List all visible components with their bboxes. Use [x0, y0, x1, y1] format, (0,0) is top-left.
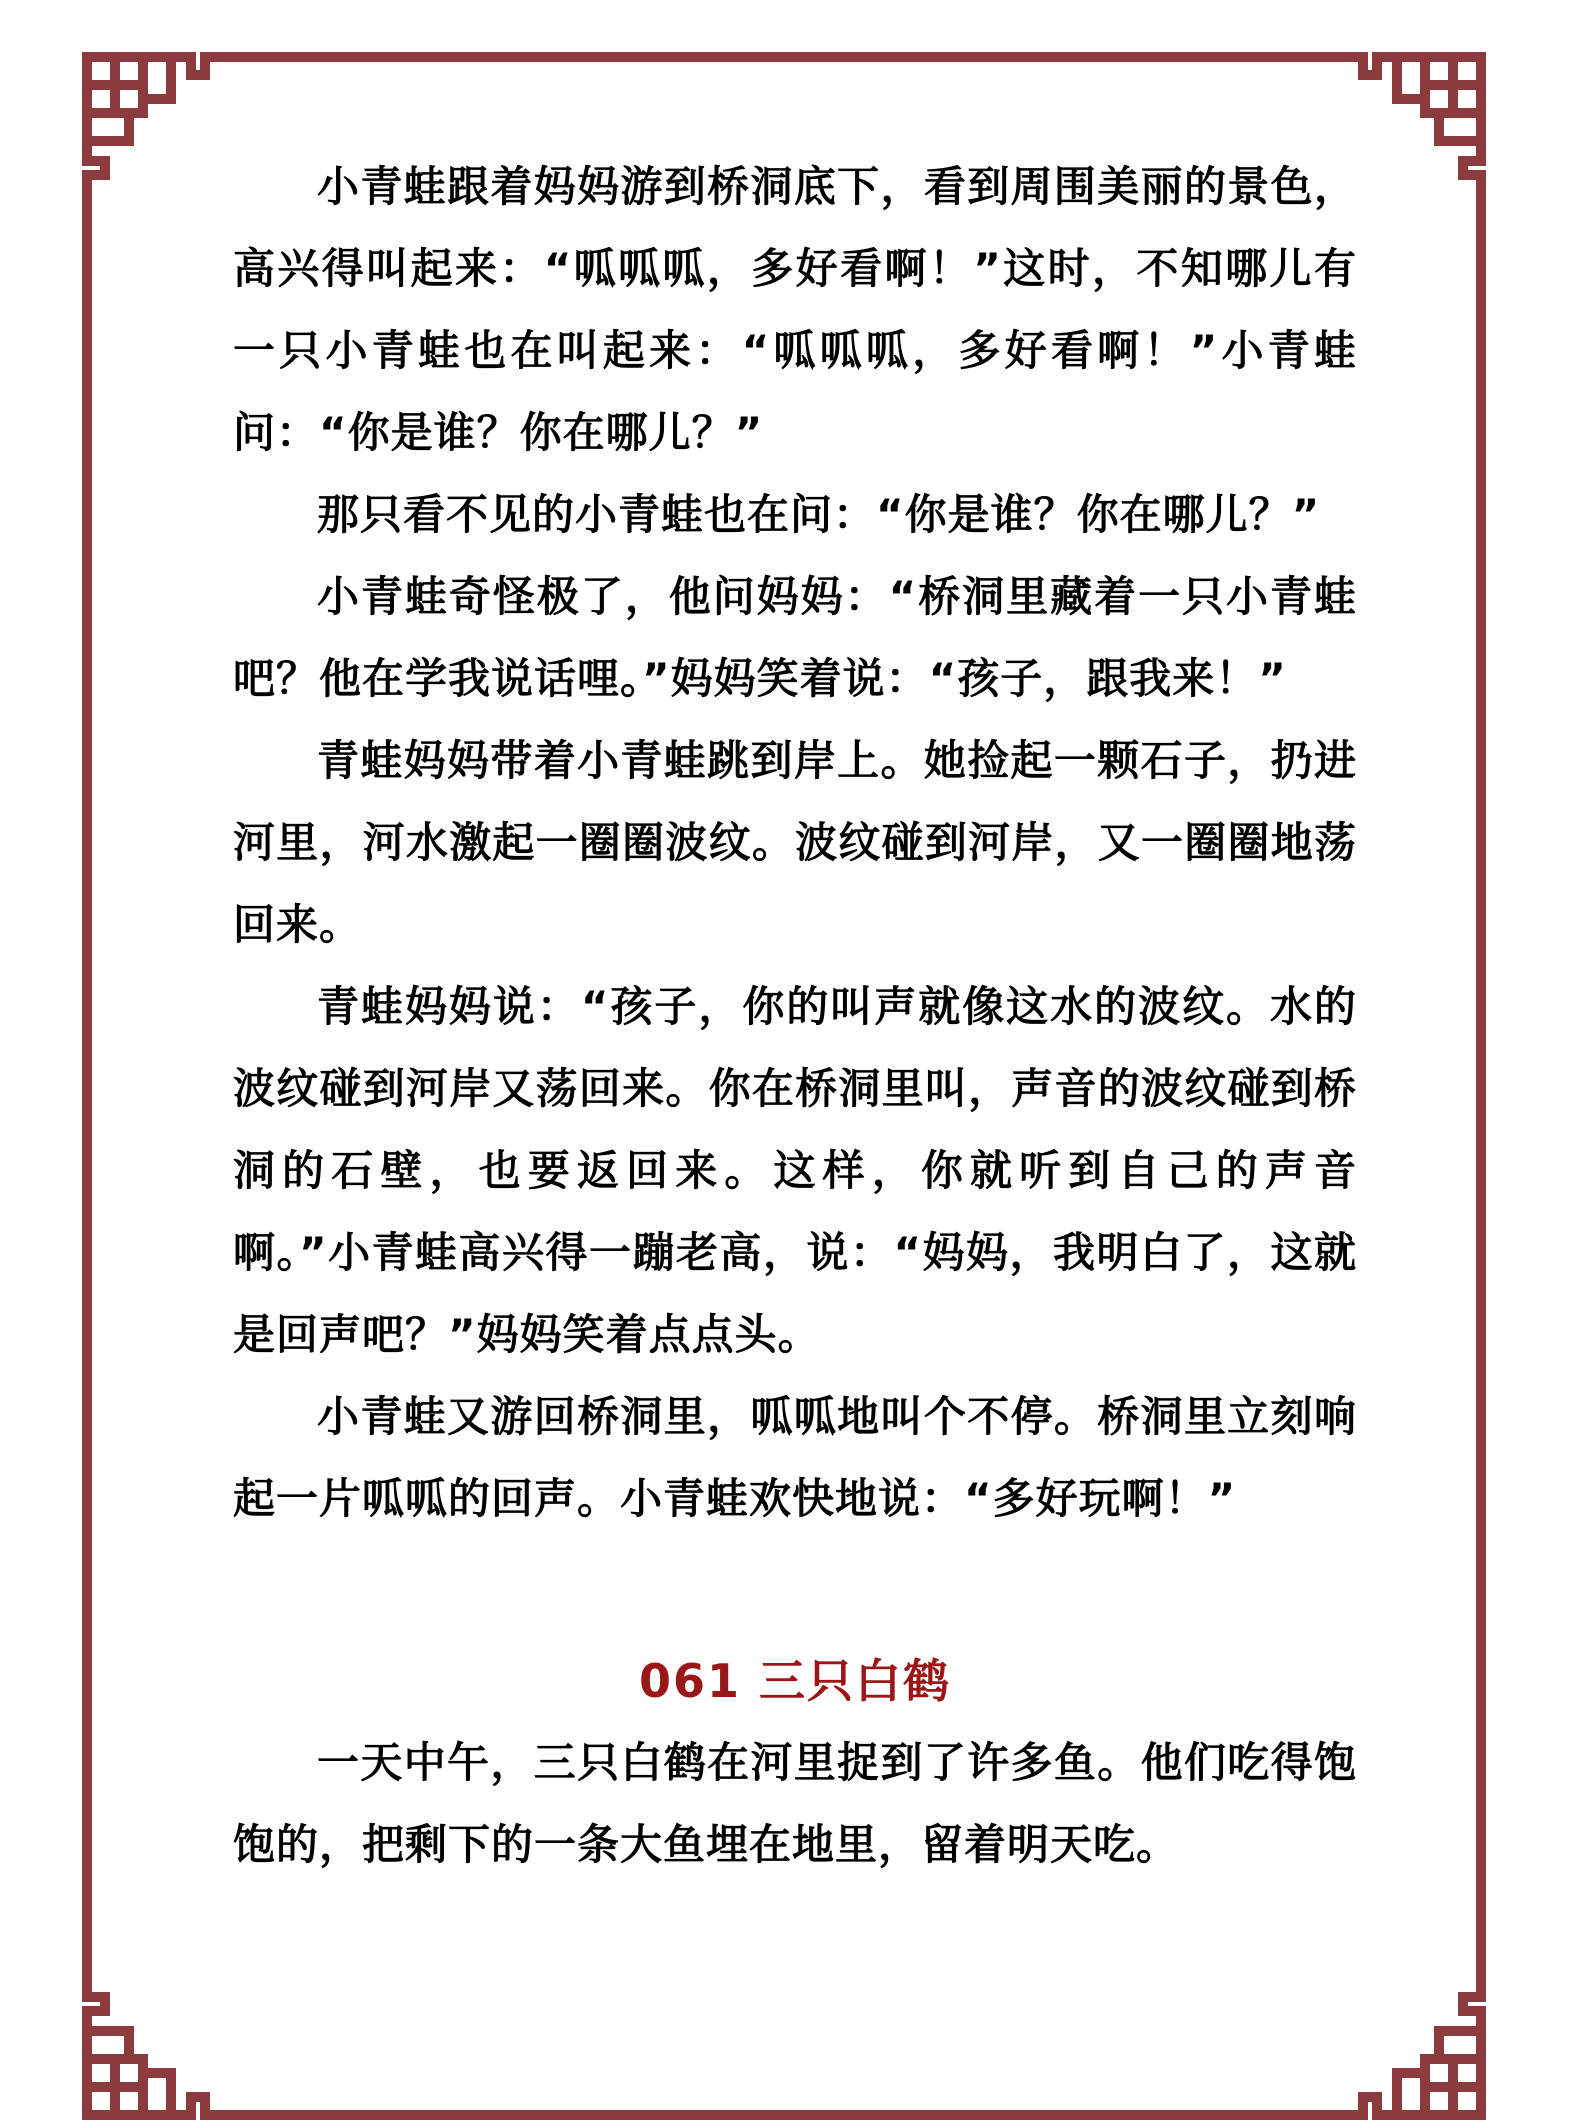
story-paragraph: 青蛙妈妈带着小青蛙跳到岸上。她捡起一颗石子，扔进河里，河水激起一圈圈波纹。波纹碰到河岸，又一圈圈地荡回来。 — [233, 736, 1357, 949]
corner-ornament-top-left — [87, 57, 232, 202]
corner-ornament-bottom-right — [1336, 1970, 1481, 2115]
story-paragraph: 小青蛙跟着妈妈游到桥洞底下，看到周围美丽的景色，高兴得叫起来：“呱呱呱，多好看啊！”这时，不知哪儿有一只小青蛙也在叫起来：“呱呱呱，多好看啊！”小青蛙问：“你是谁？你在哪儿？” — [233, 162, 1357, 457]
story-paragraph: 青蛙妈妈说：“孩子，你的叫声就像这水的波纹。水的波纹碰到河岸又荡回来。你在桥洞里叫，声音的波纹碰到桥洞的石壁，也要返回来。这样，你就听到自己的声音啊。”小青蛙高兴得一蹦老高，说：“妈妈，我明白了，这就是回声吧？”妈妈笑着点点头。 — [233, 982, 1357, 1359]
story-paragraph: 一天中午，三只白鹤在河里捉到了许多鱼。他们吃得饱饱的，把剩下的一条大鱼埋在地里，留着明天吃。 — [233, 1738, 1357, 1869]
story-title-heading: 061 三只白鹤 — [638, 1654, 952, 1708]
corner-ornament-bottom-left — [87, 1970, 232, 2115]
story-paragraph: 小青蛙奇怪极了，他问妈妈：“桥洞里藏着一只小青蛙吧？他在学我说话哩。”妈妈笑着说：“孩子，跟我来！” — [233, 572, 1357, 703]
story-paragraph: 小青蛙又游回桥洞里，呱呱地叫个不停。桥洞里立刻响起一片呱呱的回声。小青蛙欢快地说：“多好玩啊！” — [233, 1392, 1357, 1523]
page-content — [233, 146, 1357, 1886]
story-paragraph: 那只看不见的小青蛙也在问：“你是谁？你在哪儿？” — [317, 490, 1321, 539]
corner-ornament-top-right — [1336, 57, 1481, 202]
